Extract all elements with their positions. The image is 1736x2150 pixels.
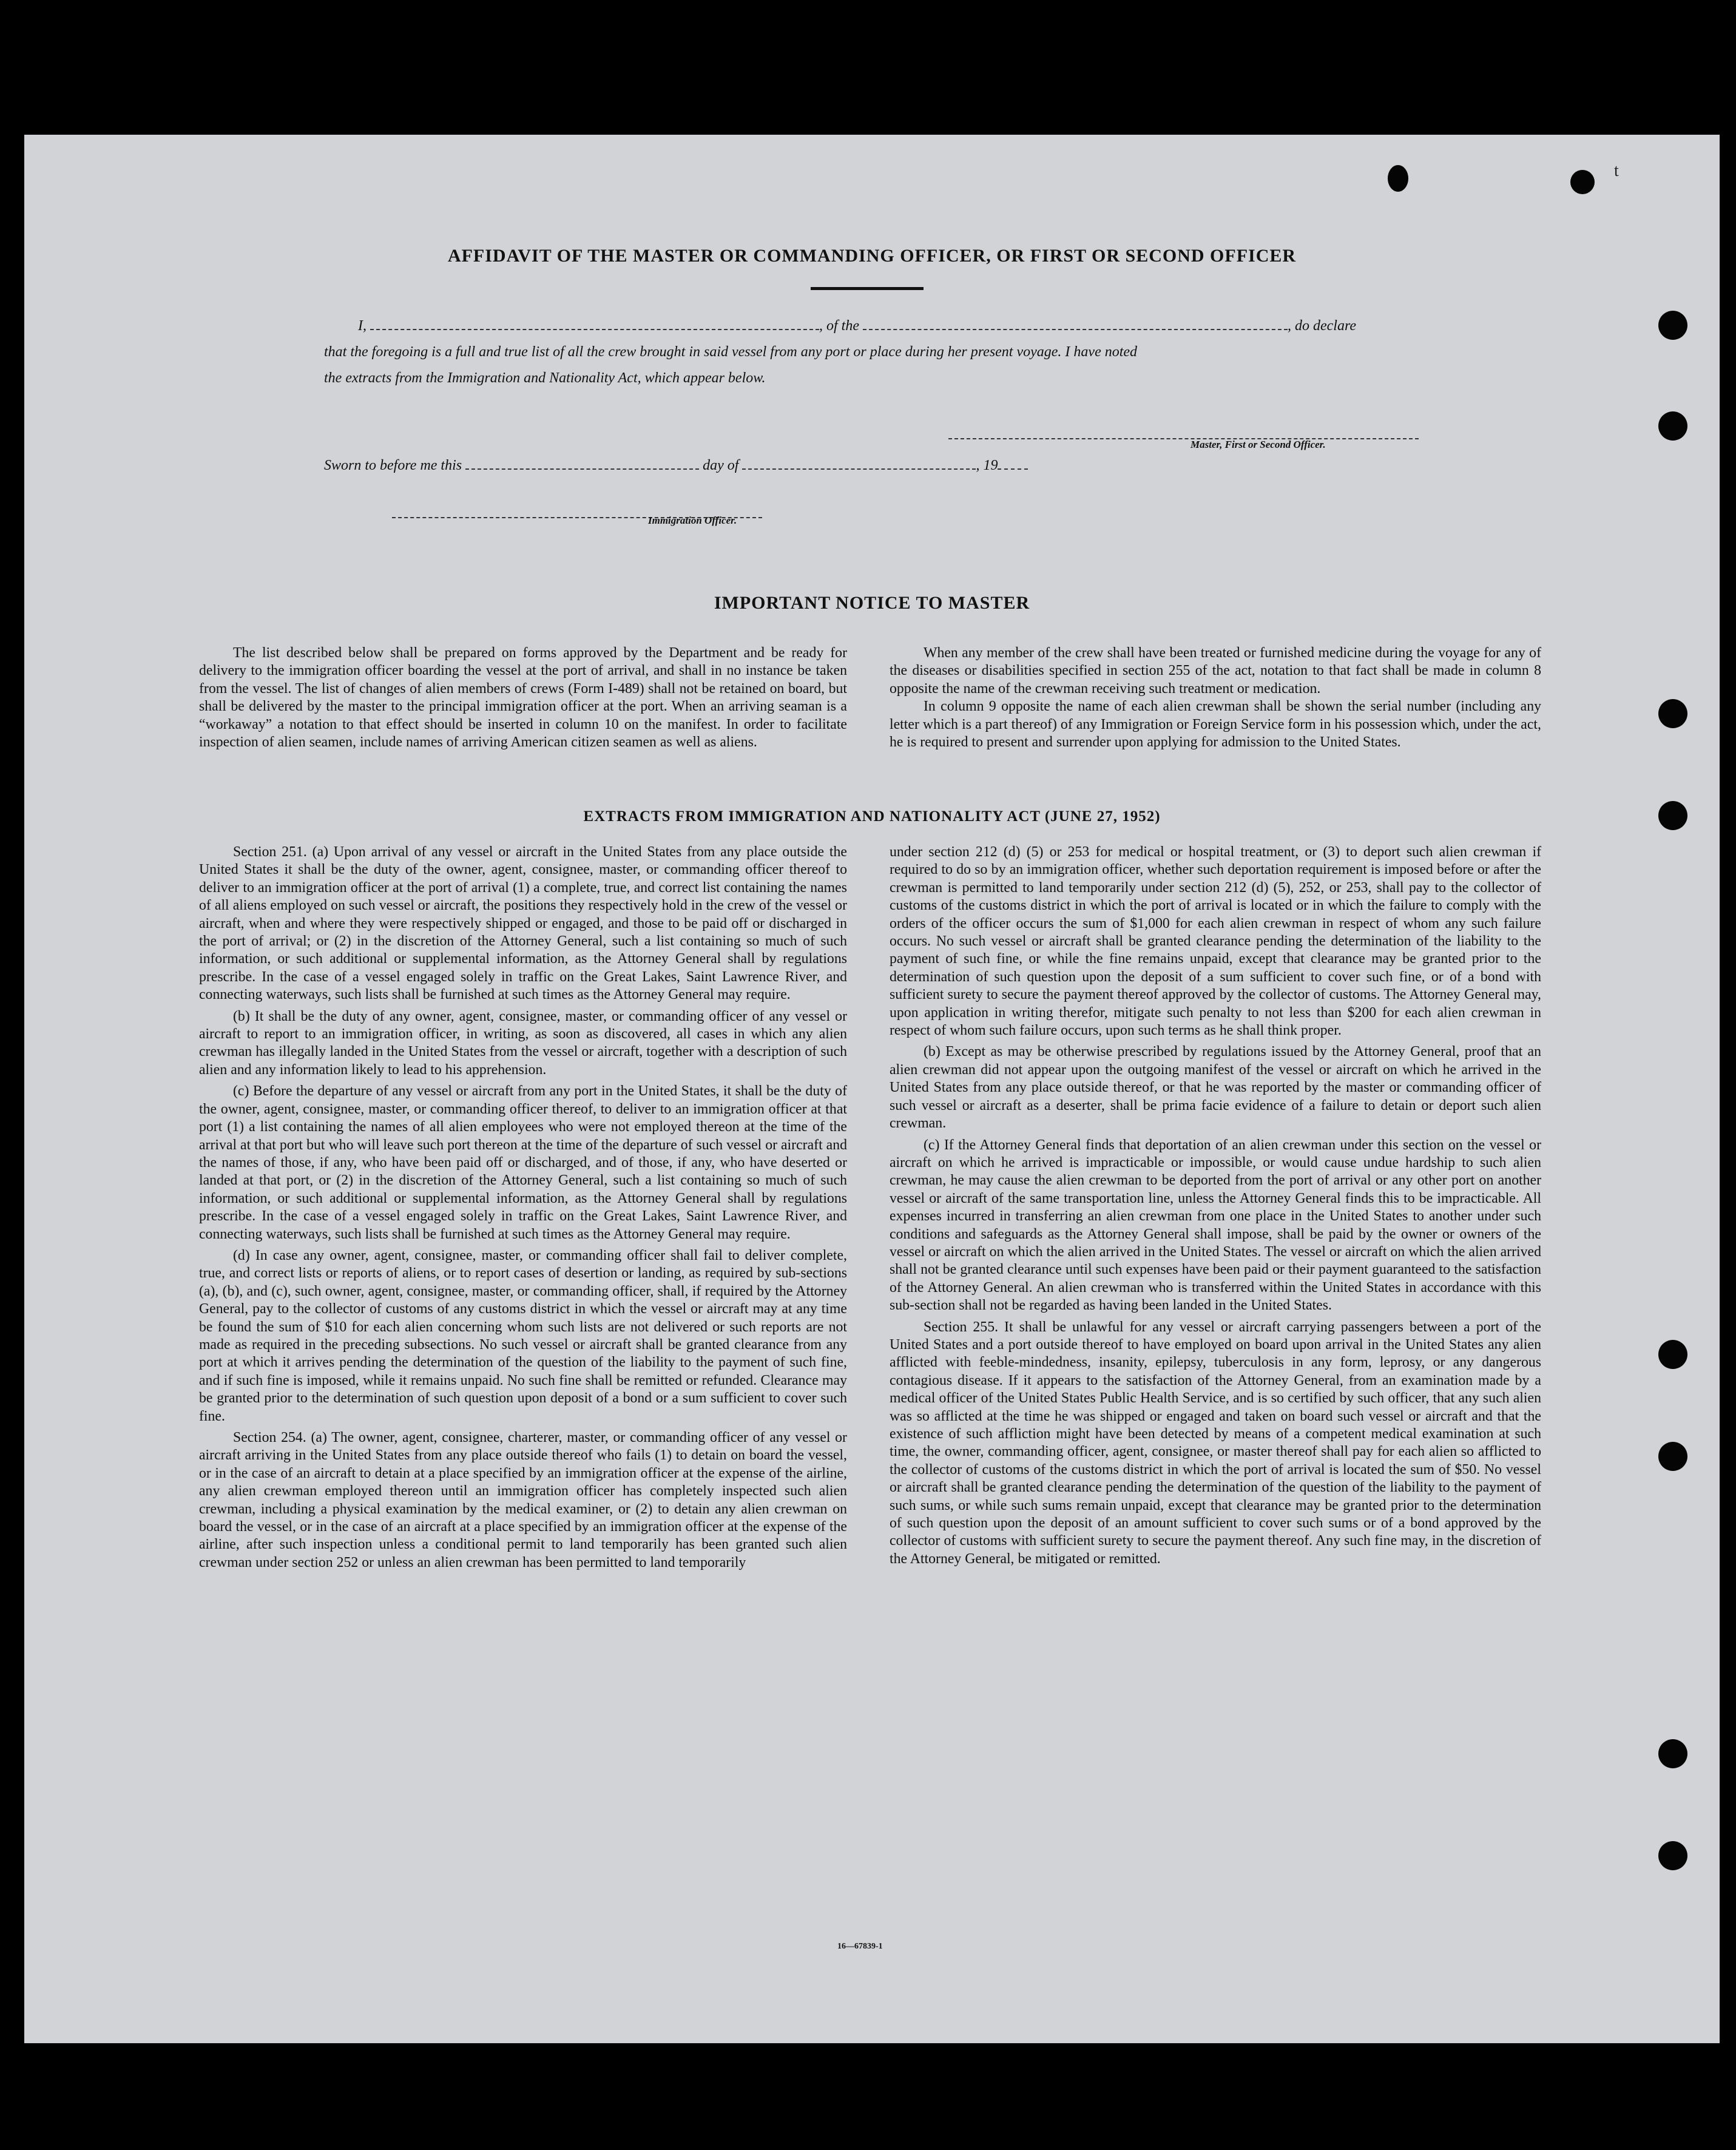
sworn-day-field[interactable] xyxy=(465,456,699,470)
of-the-label: , of the xyxy=(819,318,859,334)
extracts-title: EXTRACTS FROM IMMIGRATION AND NATIONALITY ACT (JUNE 27, 1952) xyxy=(583,808,1161,825)
section-251d: (d) In case any owner, agent, consignee, master, or commanding officer shall fail to deliver complete, true, and correct lists or reports of aliens, or to report cases of desertion or landing, as required by sub-sections (a), (b), and (c), such owner, agent, consignee, master, or commanding officer, shall, if required by the Attorney General, pay to the collector of customs of any customs district in which the vessel or aircraft may at any time be found the sum of $10 for each alien concerning whom such lists are not delivered or such reports are not made as required in the preceding subsections. No such vessel or aircraft shall be granted clearance from any port at which it arrives pending the determination of the question of the liability to the payment of such fine, and if such fine is imposed, while it remains unpaid. No such fine shall be remitted or refunded. Clearance may be granted prior to the determination of such question upon deposit of a bond or a sum sufficient to cover such fine. xyxy=(199,1247,847,1424)
name-field[interactable] xyxy=(370,317,819,330)
punch-hole-top-1 xyxy=(1388,165,1408,192)
sworn-month-field[interactable] xyxy=(742,456,976,470)
punch-hole-1 xyxy=(1658,311,1687,340)
punch-hole-2 xyxy=(1658,411,1687,441)
notice-title: IMPORTANT NOTICE TO MASTER xyxy=(714,593,1030,613)
declaration-text-1: that the foregoing is a full and true list of all the crew brought in said vessel from any port or place during her present voyage. I have noted xyxy=(324,344,1138,360)
notice-right-paragraph-1: When any member of the crew shall have been treated or furnished medicine during the voyage for any of the diseases or disabilities specified in section 255 of the act, notation to that fact shall be made in column 8 opposite the name of the crewman receiving such treatment or medication. xyxy=(890,645,1541,697)
form-code: 16—67839-1 xyxy=(837,1942,883,1951)
i-label: I, xyxy=(358,318,366,334)
sworn-line xyxy=(324,456,1028,474)
affidavit-title: AFFIDAVIT OF THE MASTER OR COMMANDING OFFICER, OR FIRST OR SECOND OFFICER xyxy=(447,246,1297,266)
year-prefix: , 19 xyxy=(976,458,998,473)
section-254a-cont: under section 212 (d) (5) or 253 for medical or hospital treatment, or (3) to deport such alien crewman if required to do so by an immigration officer, whether such deportation requirement is imposed before or after the crewman is permitted to land temporarily under section 212 (d) (5), 252, or 253, shall pay to the collector of customs of the customs district in which the port of arrival is located or in which the failure to comply with the orders of the officer occurs the sum of $1,000 for each alien crewman in respect of whom any such failure occurs. No such vessel or aircraft shall be granted clearance pending the determination of the liability to the payment of such fine, or while the fine remains unpaid, except that clearance may be granted prior to the determination of such question upon the deposit of a sum sufficient to cover such fine, or of a bond with sufficient surety to secure the payment thereof approved by the collector of customs. The Attorney General may, upon application in writing therefor, mitigate such penalty to not less than $200 for each alien crewman in respect of whom such failure occurs, upon such terms as he shall think proper. xyxy=(890,844,1541,1039)
punch-hole-6 xyxy=(1658,1442,1687,1471)
section-255: Section 255. It shall be unlawful for any vessel or aircraft carrying passengers between a port of the United States and a port outside thereof to have employed on board upon arrival in the United States any alien afflicted with feeble-mindedness, insanity, epilepsy, tuberculosis in any form, leprosy, or any dangerous contagious disease. If it appears to the satisfaction of the Attorney General, from an examination made by a medical officer of the United States Public Health Service, and is so certified by such officer, that any such alien was so afflicted at the time he was shipped or engaged and taken on board such vessel or aircraft and that the existence of such affliction might have been detected by means of a competent medical examination at such time, the owner, commanding officer, agent, consignee, or master thereof shall pay for each alien so afflicted to the collector of customs of the customs district in which the port of arrival is located the sum of $50. No vessel or aircraft shall be granted clearance pending the determination of the question of the liability to the payment of such sums, or while such sums remain unpaid, except that clearance may be granted prior to the determination of such question upon the deposit of an amount sufficient to cover such sums or of a bond approved by the collector of customs with sufficient surety to secure the payment thereof. Any such fine may, in the discretion of the Attorney General, be mitigated or remitted. xyxy=(890,1319,1541,1567)
section-251b: (b) It shall be the duty of any owner, agent, consignee, master, or commanding officer of any vessel or aircraft to report to an immigration officer, in writing, as soon as discovered, all cases in which any alien crewman has illegally landed in the United States from the vessel or aircraft, together with a description of such alien and any information likely to lead to his apprehension. xyxy=(199,1008,847,1078)
punch-hole-top-2 xyxy=(1570,170,1595,194)
sworn-label: Sworn to before me this xyxy=(324,458,462,473)
punch-hole-7 xyxy=(1658,1739,1687,1768)
notice-left-paragraph: The list described below shall be prepared on forms approved by the Department and be ready for delivery to the immigration officer boarding the vessel at the port of arrival, and shall in no instance be taken from the vessel. The list of changes of alien members of crews (Form I-489) shall not be retained on board, but shall be delivered by the master to the principal immigration officer at the port. When an arriving seaman is a “workaway” a notation to that effect should be inserted in column 10 on the manifest. In order to facilitate inspection of alien seamen, include names of arriving American citizen seamen as well as aliens. xyxy=(199,645,847,751)
vessel-field[interactable] xyxy=(863,317,1288,330)
title-rule xyxy=(811,287,924,290)
notice-left-column xyxy=(199,644,847,751)
section-251a: Section 251. (a) Upon arrival of any vessel or aircraft in the United States from any place outside the United States it shall be the duty of the owner, agent, consignee, master, or commanding officer thereof to deliver to an immigration officer at the port of arrival (1) a complete, true, and correct list containing the names of all aliens employed on such vessel or aircraft, the positions they respectively hold in the crew of the vessel or aircraft, when and where they were respectively shipped or engaged, and those to be paid off or discharged in the port of arrival; or (2) in the discretion of the Attorney General, such a list containing so much of such information, or such additional or supplemental information, as the Attorney General shall by regulations prescribe. In the case of a vessel engaged solely in traffic on the Great Lakes, Saint Lawrence River, and connecting waterways, such lists shall be furnished at such times as the Attorney General may require. xyxy=(199,844,847,1003)
day-of-label: day of xyxy=(703,458,739,473)
corner-mark: t xyxy=(1614,161,1619,180)
signature-field[interactable] xyxy=(948,426,1419,439)
declaration-text-2: the extracts from the Immigration and Nationality Act, which appear below. xyxy=(324,370,766,386)
section-254c: (c) If the Attorney General finds that deportation of an alien crewman under this section on the vessel or aircraft on which he arrived is impracticable or impossible, or would cause undue hardship to such alien crewman, he may cause the alien crewman to be deported from the port of arrival or any other port on another vessel or aircraft of the same transportation line, unless the Attorney General finds this to be impracticable. All expenses incurred in transferring an alien crewman from one place in the United States to another under such conditions and safeguards as the Attorney General shall impose, shall be paid by the owner or owners of the vessel or aircraft on which the alien arrived in the United States. The vessel or aircraft on which the alien arrived shall not be granted clearance until such expenses have been paid or their payment guaranteed to the satisfaction of the Attorney General. An alien crewman who is transferred within the United States in accordance with this sub-section shall not be regarded as having been landed in the United States. xyxy=(890,1137,1541,1314)
section-251c: (c) Before the departure of any vessel or aircraft from any port in the United States, it shall be the duty of the owner, agent, consignee, master, or commanding officer thereof, to deliver to an immigration officer at that port (1) a list containing the names of all alien employees who were not employed thereon at the time of the arrival at that port but who will leave such port thereon at the time of the departure of such vessel or aircraft and the names of those, if any, who have been paid off or discharged, and of those, if any, who have deserted or landed at that port, or (2) in the discretion of the Attorney General, such a list containing so much of such information, or such additional or supplemental information, as the Attorney General shall by regulations prescribe. In the case of a vessel engaged solely in traffic on the Great Lakes, Saint Lawrence River, and connecting waterways, such lists shall be furnished at such times as the Attorney General may require. xyxy=(199,1083,847,1242)
section-254b: (b) Except as may be otherwise prescribed by regulations issued by the Attorney General, proof that an alien crewman did not appear upon the outgoing manifest of the vessel or aircraft on which he arrived in the United States from any place outside thereof, or that he was reported by the master or commanding officer of such vessel or aircraft as a deserter, shall be prima facie evidence of a failure to detain or deport such alien crewman. xyxy=(890,1044,1541,1132)
signature-caption: Master, First or Second Officer. xyxy=(1191,439,1326,450)
section-254a: Section 254. (a) The owner, agent, consignee, charterer, master, or commanding officer of any vessel or aircraft arriving in the United States from any place outside thereof who fails (1) to detain on board the vessel, or in the case of an aircraft to detain at a place specified by an immigration officer at the expense of the airline, any alien crewman employed thereon until an immigration officer has completely inspected such alien crewman, including a physical examination by the medical examiner, or (2) to detain any alien crewman on board the vessel, or in the case of an aircraft at a place specified by an immigration officer at the expense of the airline, after such inspection unless a conditional permit to land temporarily has been granted such alien crewman under section 252 or unless an alien crewman has been permitted to land temporarily xyxy=(199,1430,847,1570)
extracts-right-column xyxy=(890,843,1541,1572)
do-declare-label: , do declare xyxy=(1288,318,1357,334)
document-page xyxy=(24,135,1720,2043)
notice-right-paragraph-2: In column 9 opposite the name of each alien crewman shall be shown the serial number (including any letter which is a part thereof) of any Immigration or Foreign Service form in his possession which, under the act, he is required to present and surrender upon applying for admission to the United States. xyxy=(890,698,1541,751)
punch-hole-5 xyxy=(1658,1340,1687,1369)
notice-right-column xyxy=(890,644,1541,751)
year-field[interactable] xyxy=(998,456,1028,470)
officer-caption: Immigration Officer. xyxy=(648,515,737,526)
punch-hole-3 xyxy=(1658,699,1687,728)
extracts-left-column xyxy=(199,843,847,1575)
declarant-line xyxy=(358,317,1356,334)
punch-hole-8 xyxy=(1658,1841,1687,1870)
